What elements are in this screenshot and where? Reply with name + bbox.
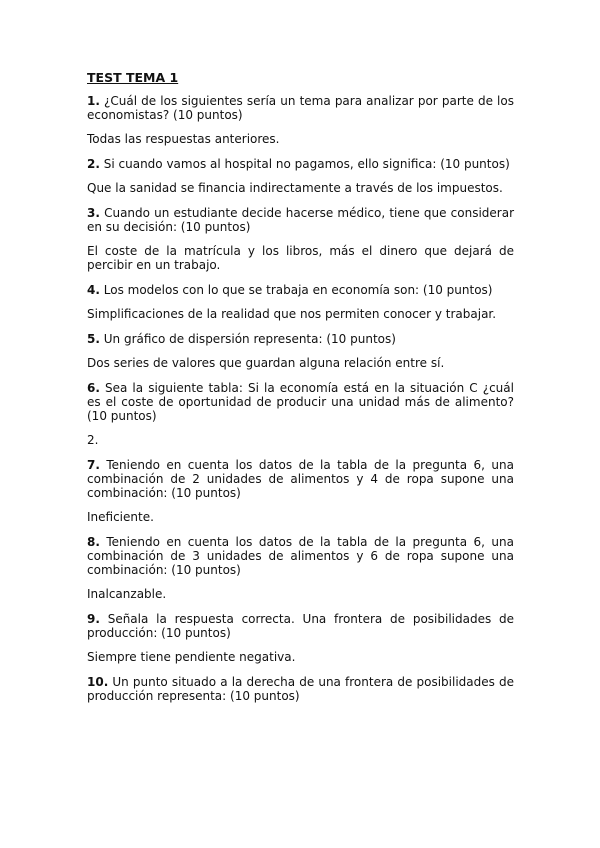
question-9 [87, 612, 514, 640]
question-text: Un gráfico de dispersión representa: (10 puntos) [103, 332, 396, 346]
question-10 [87, 675, 514, 703]
question-text: Un punto situado a la derecha de una frontera de posibilidades de producción representa: (10 puntos) [87, 675, 514, 703]
document-content [87, 70, 514, 713]
question-number: 4. [87, 283, 100, 297]
question-text: Teniendo en cuenta los datos de la tabla de la pregunta 6, una combinación de 3 unidades de alimentos y 6 de ropa supone una combinación: (10 puntos) [87, 535, 514, 577]
answer-7: Ineficiente. [87, 510, 154, 524]
question-8 [87, 535, 514, 577]
question-7 [87, 458, 514, 500]
answer-3: El coste de la matrícula y los libros, más el dinero que dejará de percibir en un trabajo. [87, 244, 514, 272]
question-number: 5. [87, 332, 100, 346]
question-5 [87, 332, 514, 346]
answer-6: 2. [87, 433, 99, 447]
answer-4: Simplificaciones de la realidad que nos permiten conocer y trabajar. [87, 307, 497, 321]
answer-8: Inalcanzable. [87, 587, 167, 601]
question-text: Teniendo en cuenta los datos de la tabla de la pregunta 6, una combinación de 2 unidades de alimentos y 4 de ropa supone una combinación: (10 puntos) [87, 458, 514, 500]
question-number: 10. [87, 675, 109, 689]
answer-1: Todas las respuestas anteriores. [87, 132, 280, 146]
document-title: TEST TEMA 1 [87, 70, 179, 85]
question-number: 3. [87, 206, 100, 220]
question-text: Si cuando vamos al hospital no pagamos, ello significa: (10 puntos) [103, 157, 510, 171]
question-text: Sea la siguiente tabla: Si la economía está en la situación C ¿cuál es el coste de oportunidad de producir una unidad más de alimento? (10 puntos) [87, 381, 514, 423]
question-4 [87, 283, 514, 297]
answer-9: Siempre tiene pendiente negativa. [87, 650, 296, 664]
question-3 [87, 206, 514, 234]
question-2 [87, 157, 514, 171]
question-text: Señala la respuesta correcta. Una frontera de posibilidades de producción: (10 puntos) [87, 612, 514, 640]
question-number: 1. [87, 94, 100, 108]
question-text: Los modelos con lo que se trabaja en economía son: (10 puntos) [103, 283, 493, 297]
question-1 [87, 94, 514, 122]
question-number: 8. [87, 535, 100, 549]
question-number: 2. [87, 157, 100, 171]
question-number: 7. [87, 458, 100, 472]
question-text: Cuando un estudiante decide hacerse médico, tiene que considerar en su decisión: (10 puntos) [87, 206, 514, 234]
question-6 [87, 381, 514, 423]
question-text: ¿Cuál de los siguientes sería un tema para analizar por parte de los economistas? (10 puntos) [87, 94, 514, 122]
question-number: 9. [87, 612, 100, 626]
answer-2: Que la sanidad se financia indirectamente a través de los impuestos. [87, 181, 503, 195]
question-number: 6. [87, 381, 100, 395]
answer-5: Dos series de valores que guardan alguna relación entre sí. [87, 356, 445, 370]
